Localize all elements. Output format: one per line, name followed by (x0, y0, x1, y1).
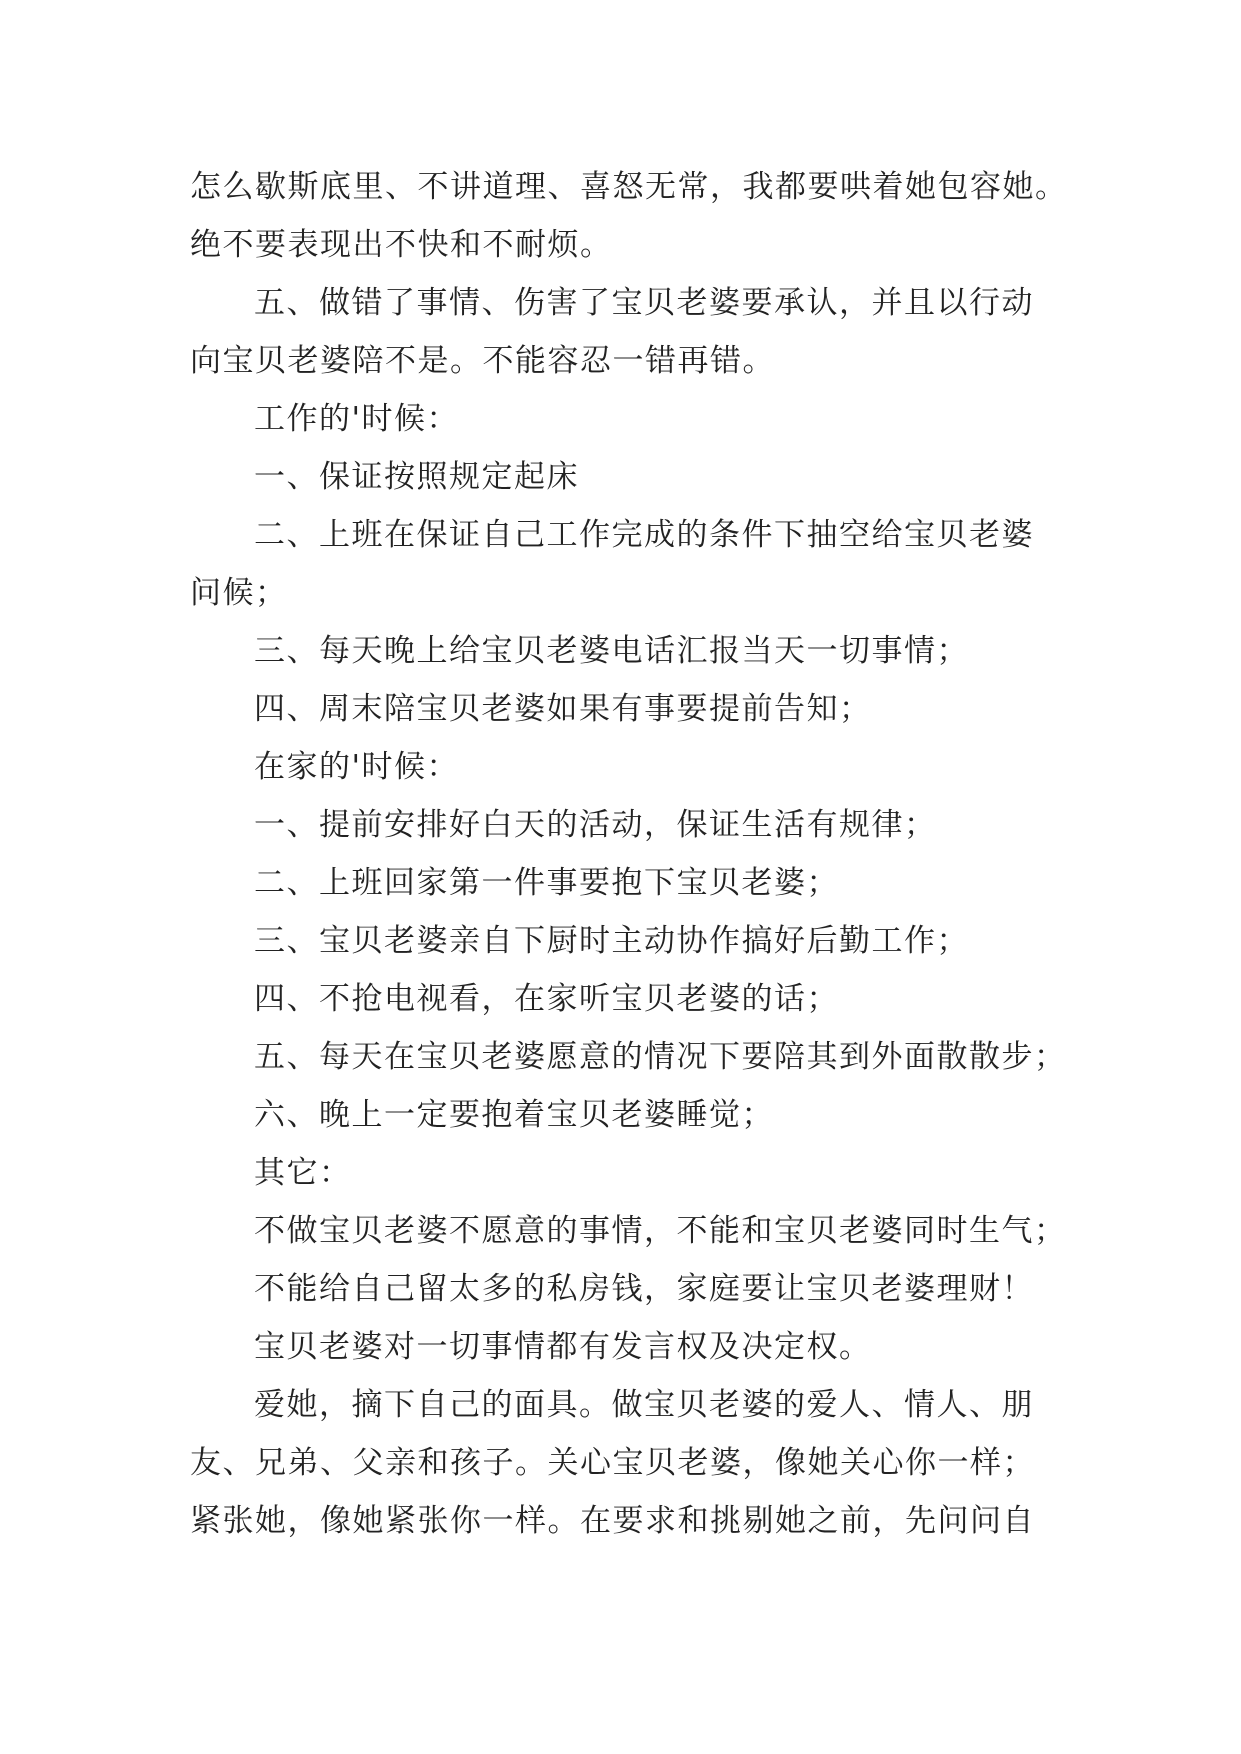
text-line: 二、上班回家第一件事要抱下宝贝老婆； (254, 865, 839, 901)
text-line: 一、保证按照规定起床 (254, 459, 579, 495)
text-line: 绝不要表现出不快和不耐烦。 (190, 227, 613, 263)
text-line: 紧张她，像她紧张你一样。在要求和挑剔她之前，先问问自 (190, 1503, 1035, 1539)
text-line: 二、上班在保证自己工作完成的条件下抽空给宝贝老婆 (254, 517, 1034, 553)
text-line: 友、兄弟、父亲和孩子。关心宝贝老婆，像她关心你一样； (190, 1445, 1035, 1481)
text-line: 怎么歇斯底里、不讲道理、喜怒无常，我都要哄着她包容她。 (190, 169, 1068, 205)
text-line: 五、每天在宝贝老婆愿意的情况下要陪其到外面散散步； (254, 1039, 1067, 1075)
text-line: 不能给自己留太多的私房钱，家庭要让宝贝老婆理财！ (254, 1271, 1034, 1307)
text-line: 五、做错了事情、伤害了宝贝老婆要承认，并且以行动 (254, 285, 1034, 321)
text-line: 六、晚上一定要抱着宝贝老婆睡觉； (254, 1097, 774, 1133)
text-line: 三、宝贝老婆亲自下厨时主动协作搞好后勤工作； (254, 923, 969, 959)
text-line: 问候； (190, 575, 288, 611)
text-line: 一、提前安排好白天的活动，保证生活有规律； (254, 807, 937, 843)
text-line: 四、不抢电视看，在家听宝贝老婆的话； (254, 981, 839, 1017)
text-line: 宝贝老婆对一切事情都有发言权及决定权。 (254, 1329, 872, 1365)
text-line: 四、周末陪宝贝老婆如果有事要提前告知； (254, 691, 872, 727)
text-line: 不做宝贝老婆不愿意的事情，不能和宝贝老婆同时生气； (254, 1213, 1067, 1249)
document-body (190, 158, 1068, 1550)
text-line: 在家的'时候： (254, 749, 460, 785)
text-line: 三、每天晚上给宝贝老婆电话汇报当天一切事情； (254, 633, 969, 669)
text-line: 爱她，摘下自己的面具。做宝贝老婆的爱人、情人、朋 (254, 1387, 1034, 1423)
text-line: 向宝贝老婆陪不是。不能容忍一错再错。 (190, 343, 775, 379)
text-line: 工作的'时候： (254, 401, 460, 437)
text-line: 其它： (254, 1155, 352, 1191)
